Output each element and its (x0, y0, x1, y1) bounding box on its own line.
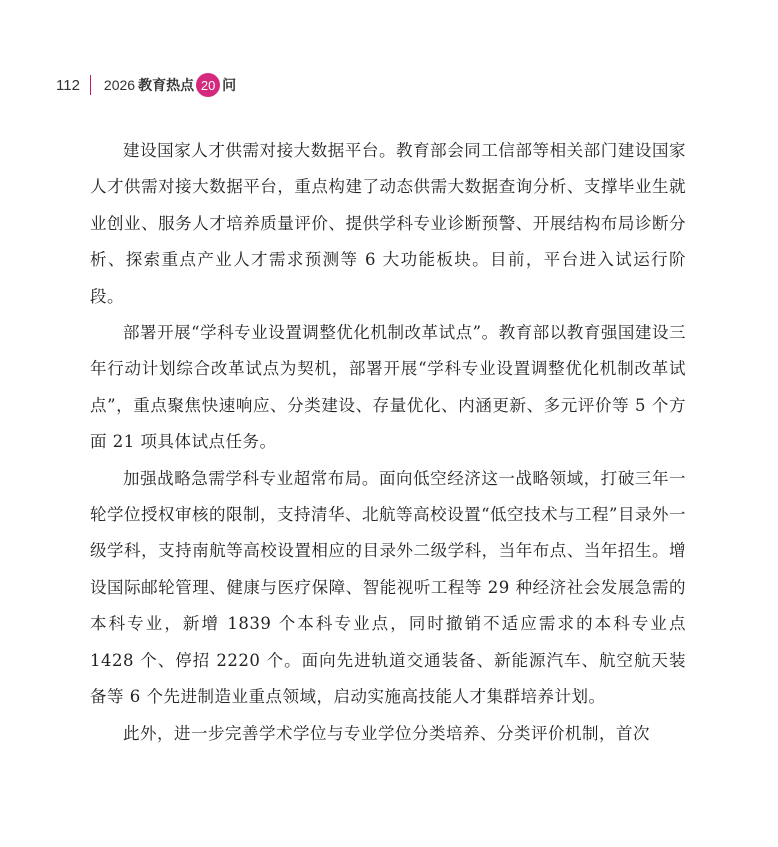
book-title-year: 2026 (103, 77, 136, 93)
book-title-badge: 20 (196, 73, 220, 97)
book-title (104, 73, 236, 97)
book-title-suffix: 问 (222, 77, 237, 93)
paragraph: 加强战略急需学科专业超常布局。面向低空经济这一战略领域，打破三年一轮学位授权审核的限制，支持清华、北航等高校设置“低空技术与工程”目录外一级学科，支持南航等高校设置相应的目录外二级学科，当年布点、当年招生。增设国际邮轮管理、健康与医疗保障、智能视听工程等 29 种经济社会发展急需的本科专业，新增 1839 个本科专业点，同时撤销不适应需求的本科专业点 1428 个、停招 2220 个。面向先进轨道交通装备、新能源汽车、航空航天装备等 6 个先进制造业重点领域，启动实施高技能人才集群培养计划。 (90, 468, 686, 707)
page-body (90, 133, 686, 752)
header-divider (90, 75, 91, 95)
page-number: 112 (56, 76, 80, 94)
page-header (56, 72, 236, 98)
paragraph: 建设国家人才供需对接大数据平台。教育部会同工信部等相关部门建设国家人才供需对接大数据平台，重点构建了动态供需大数据查询分析、支撑毕业生就业创业、服务人才培养质量评价、提供学科专业诊断预警、开展结构布局诊断分析、探索重点产业人才需求预测等 6 大功能板块。目前，平台进入试运行阶段。 (90, 141, 686, 306)
paragraph: 部署开展“学科专业设置调整优化机制改革试点”。教育部以教育强国建设三年行动计划综合改革试点为契机，部署开展“学科专业设置调整优化机制改革试点”，重点聚焦快速响应、分类建设、存量优化、内涵更新、多元评价等 5 个方面 21 项具体试点任务。 (90, 323, 686, 452)
book-title-prefix: 教育热点 (138, 77, 195, 93)
paragraph: 此外，进一步完善学术学位与专业学位分类培养、分类评价机制，首次 (123, 723, 650, 743)
